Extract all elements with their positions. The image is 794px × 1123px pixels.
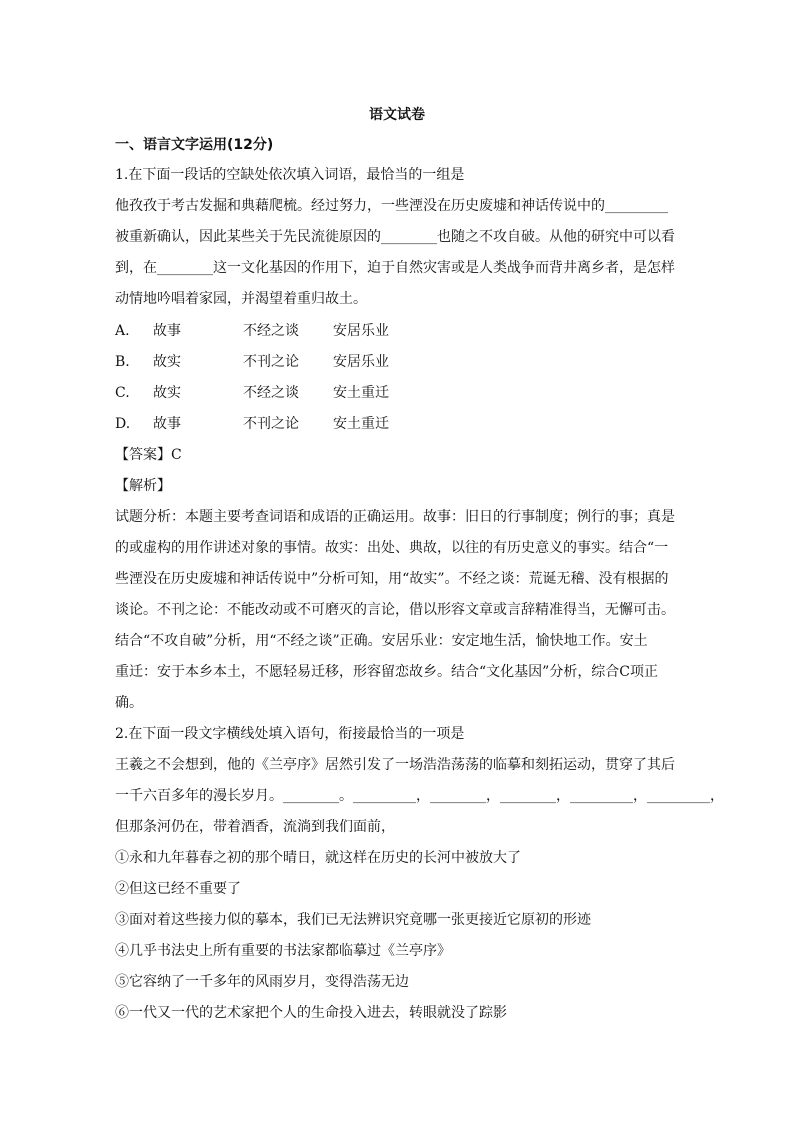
analysis-line: 谈论。不刊之论：不能改动或不可磨灭的言论，借以形容文章或言辞精准得当，无懈可击。 bbox=[115, 602, 675, 618]
option-word-3: 安居乐业 bbox=[333, 354, 389, 370]
sentence-item: ⑤它容纳了一千多年的风雨岁月，变得浩荡无边 bbox=[115, 974, 409, 990]
sentence-item: ②但这已经不重要了 bbox=[115, 881, 241, 897]
option-word-1: 故实 bbox=[153, 385, 181, 401]
question-2-passage-line: 但那条河仍在，带着酒香，流淌到我们面前， bbox=[115, 819, 395, 835]
option-key: C. bbox=[115, 385, 130, 401]
analysis-label: 【解析】 bbox=[115, 478, 171, 494]
option-word-3: 安居乐业 bbox=[333, 323, 389, 339]
option-word-1: 故事 bbox=[153, 416, 181, 432]
option-word-2: 不刊之论 bbox=[243, 416, 299, 432]
sentence-item: ④几乎书法史上所有重要的书法家都临摹过《兰亭序》 bbox=[115, 943, 451, 959]
analysis-line: 的或虚构的用作讲述对象的事情。故实：出处、典故，以往的有历史意义的事实。结合“一 bbox=[115, 540, 669, 556]
answer-line: 【答案】C bbox=[115, 447, 182, 463]
option-key: A. bbox=[115, 323, 130, 339]
option-word-2: 不刊之论 bbox=[243, 354, 299, 370]
sentence-item: ③面对着这些接力似的摹本，我们已无法辨识究竟哪一张更接近它原初的形迹 bbox=[115, 912, 591, 928]
option-d bbox=[115, 415, 685, 433]
question-1-passage-line: 被重新确认，因此某些关于先民流徙原因的________也随之不攻自破。从他的研究中可以看 bbox=[115, 229, 675, 245]
option-key: D. bbox=[115, 416, 131, 432]
option-c bbox=[115, 384, 685, 402]
analysis-line: 重迁：安于本乡本土，不愿轻易迁移，形容留恋故乡。结合“文化基因”分析，综合C项正 bbox=[115, 664, 659, 680]
sentence-item: ⑥一代又一代的艺术家把个人的生命投入进去，转眼就没了踪影 bbox=[115, 1005, 507, 1021]
option-b bbox=[115, 353, 685, 371]
option-a bbox=[115, 322, 685, 340]
analysis-line: 些湮没在历史废墟和神话传说中”分析可知，用“故实”。不经之谈：荒诞无稽、没有根据的 bbox=[115, 571, 669, 587]
option-word-2: 不经之谈 bbox=[243, 323, 299, 339]
option-word-2: 不经之谈 bbox=[243, 385, 299, 401]
question-2-passage-line: 王羲之不会想到，他的《兰亭序》居然引发了一场浩浩荡荡的临摹和刻拓运动，贯穿了其后 bbox=[115, 757, 675, 773]
analysis-line: 确。 bbox=[115, 695, 143, 711]
option-word-3: 安土重迁 bbox=[333, 416, 389, 432]
analysis-line: 结合“不攻自破”分析，用“不经之谈”正确。安居乐业：安定地生活，愉快地工作。安土 bbox=[115, 633, 648, 649]
question-1-passage-line: 动情地吟唱着家园，并渴望着重归故土。 bbox=[115, 291, 367, 307]
page-title: 语文试卷 bbox=[369, 107, 425, 123]
question-2-passage-line: 一千六百多年的漫长岁月。________。_________，________，________，_________，_________， bbox=[115, 788, 724, 804]
option-key: B. bbox=[115, 354, 130, 370]
option-word-1: 故实 bbox=[153, 354, 181, 370]
option-word-3: 安土重迁 bbox=[333, 385, 389, 401]
option-word-1: 故事 bbox=[153, 323, 181, 339]
sentence-item: ①永和九年暮春之初的那个晴日，就这样在历史的长河中被放大了 bbox=[115, 850, 521, 866]
question-2-stem: 2.在下面一段文字横线处填入语句，衔接最恰当的一项是 bbox=[115, 726, 465, 742]
section-heading: 一、语言文字运用(12分) bbox=[115, 137, 274, 153]
question-1-passage-line: 到，在________这一文化基因的作用下，迫于自然灾害或是人类战争而背井离乡者，是怎样 bbox=[115, 260, 675, 276]
question-1-stem: 1.在下面一段话的空缺处依次填入词语，最恰当的一组是 bbox=[115, 167, 465, 183]
analysis-line: 试题分析：本题主要考查词语和成语的正确运用。故事：旧日的行事制度；例行的事；真是 bbox=[115, 509, 675, 525]
question-1-passage-line: 他孜孜于考古发掘和典藉爬梳。经过努力，一些湮没在历史废墟和神话传说中的_________ bbox=[115, 198, 668, 214]
